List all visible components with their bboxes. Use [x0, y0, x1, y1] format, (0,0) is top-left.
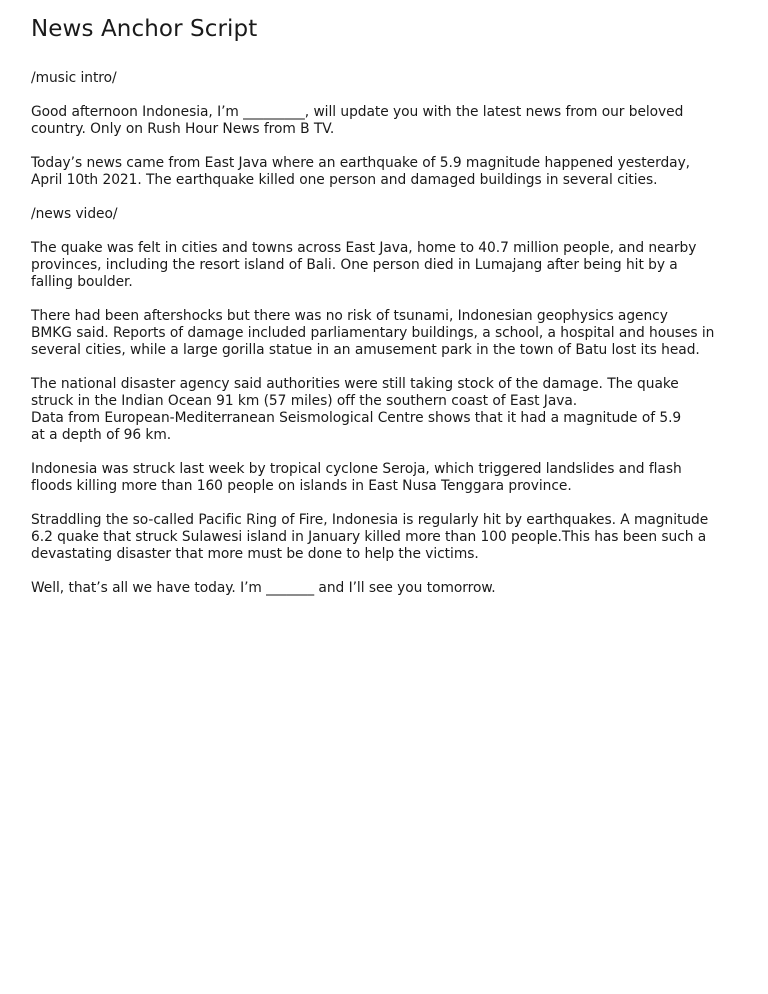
paragraph-quake-felt: The quake was felt in cities and towns across East Java, home to 40.7 million people, and nearby provinces, including the resort island of Bali. One person died in Lumajang after being hit by a falling boulder. — [31, 240, 697, 290]
paragraph-music-intro: /music intro/ — [31, 70, 117, 86]
paragraph-news-video: /news video/ — [31, 206, 118, 222]
paragraph-aftershocks: There had been aftershocks but there was no risk of tsunami, Indonesian geophysics agency BMKG said. Reports of damage included parliamentary buildings, a school, a hospital and houses in several cities, while a large gorilla statue in an amusement park in the town of Batu lost its head. — [31, 308, 715, 358]
paragraph-ring-of-fire: Straddling the so-called Pacific Ring of Fire, Indonesia is regularly hit by earthquakes. A magnitude 6.2 quake that struck Sulawesi island in January killed more than 100 people.This has been such a devastating disaster that more must be done to help the victims. — [31, 512, 709, 562]
document-title: News Anchor Script — [31, 16, 258, 42]
paragraph-disaster-agency: The national disaster agency said authorities were still taking stock of the damage. The quake struck in the Indian Ocean 91 km (57 miles) off the southern coast of East Java. Data from European-Mediterranean Seismological Centre shows that it had a magnitude of 5.9 at a depth of 96 km. — [31, 376, 682, 443]
paragraph-cyclone: Indonesia was struck last week by tropical cyclone Seroja, which triggered landslides and flash floods killing more than 160 people on islands in East Nusa Tenggara province. — [31, 461, 682, 494]
paragraph-headline: Today’s news came from East Java where an earthquake of 5.9 magnitude happened yesterday, April 10th 2021. The earthquake killed one person and damaged buildings in several cities. — [31, 155, 691, 188]
paragraph-signoff: Well, that’s all we have today. I’m _______ and I’ll see you tomorrow. — [31, 580, 496, 596]
script-page — [31, 14, 761, 614]
paragraph-greeting: Good afternoon Indonesia, I’m _________, will update you with the latest news from our beloved country. Only on Rush Hour News from B TV. — [31, 104, 684, 137]
